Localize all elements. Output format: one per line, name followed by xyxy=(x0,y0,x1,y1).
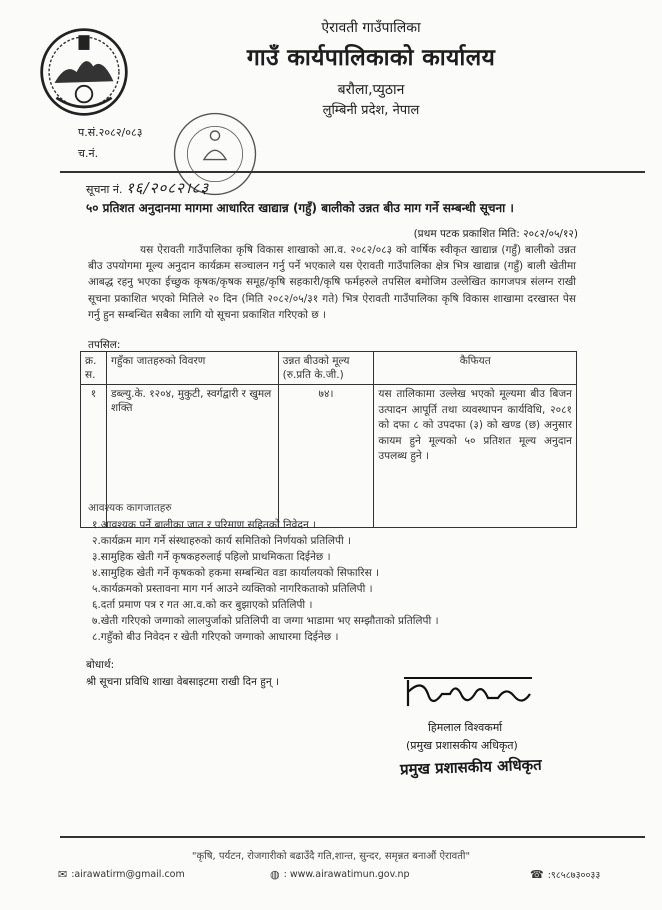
office-title: गाउँ कार्यपालिकाको कार्यालय xyxy=(246,45,496,71)
list-item: ८.गहुँको बीउ निवेदन र खेती गरिएको जग्गाको आधारमा दिईनेछ । xyxy=(92,631,339,643)
col-header-price: उन्नत बीउको मूल्य (रु.प्रति के.जी.) xyxy=(278,352,374,385)
notice-body: यस ऐरावती गाउँपालिका कृषि विकास शाखाको आ.व. २०८२/०८३ को वार्षिक स्वीकृत खाद्यान्न (गहुँ) बालीको उन्नत बीउ उपयोगमा मूल्य अनुदान कार्यक्रम सञ्चालन गर्नु पर्ने भएकाले यस ऐरावती गाउँपालिका क्षेत्र भित्र खाद्यान्न (गहुँ) बाली खेतीमा आबद्ध रहनु भएका ईच्छुक कृषक/कृषक समूह/कृषि सहकारी/कृषि फर्महरुले तपसिल बमोजिम उल्लेखित कागजपत्र संलग्न राखी सूचना प्रकाशित भएको मितिले २० दिन (मिति २०८२/०५/३१ गते) भित्र ऐरावती गाउँपालिका कृषि विकास शाखामा दरखास्त पेस गर्नु हुन सम्बन्धित सबैका लागि यो सूचना प्रकाशित गरिएको छ । xyxy=(88,244,576,321)
footer-website xyxy=(270,868,410,881)
footer-email xyxy=(58,868,185,881)
cell-remark: यस तालिकामा उल्लेख भएको मूल्यमा बीउ बिजन उत्पादन आपूर्ति तथा व्यवस्थापन कार्यविधि, २०८१ को दफा ८ को उपदफा (३) को खण्ड (छ) अनुसार कायम हुने मूल्यको ५० प्रतिशत मूल्य अनुदान उपलब्ध हुने । xyxy=(374,385,577,528)
list-item: १.आवश्यक पर्ने बालीका जात र परिमाण सहितको निवेदन । xyxy=(92,519,317,531)
cell-variety: डब्ल्यु.के. १२०४, मुकुटी, स्वर्गद्वारी र खुमल शक्ति xyxy=(106,385,278,528)
footer-phone xyxy=(530,868,600,881)
info-text: श्री सूचना प्रविधि शाखा वेबसाइटमा राखी दिन हुन् । xyxy=(86,676,279,688)
mail-icon: ✉ xyxy=(58,868,68,881)
header-divider xyxy=(60,171,645,173)
reference-number: प.सं.२०८२/०८३ xyxy=(78,126,143,139)
handwritten-signature xyxy=(398,672,538,718)
documents-heading: आवश्यक कागजातहरु xyxy=(88,502,172,514)
col-header-variety: गहुँका जातहरुको विवरण xyxy=(106,352,278,385)
dispatch-number: च.नं. xyxy=(78,147,99,160)
col-header-remark: कैफियत xyxy=(374,352,577,385)
list-item: २.कार्यक्रम माग गर्ने संस्थाहरुको कार्य समितिको निर्णयको प्रतिलिपी । xyxy=(92,535,352,547)
designation-stamp: प्रमुख प्रशासकीय अधिकृत xyxy=(399,755,543,779)
notice-number-value: १६/२०८२।८३ xyxy=(125,179,210,197)
globe-icon: ◍ xyxy=(270,868,280,881)
tapasil-label: तपसिल: xyxy=(88,339,121,351)
list-item: ६.दर्ता प्रमाण पत्र र गत आ.व.को कर बुझाएको प्रतिलिपी । xyxy=(92,599,313,611)
first-published-date: (प्रथम पटक प्रकाशित मिति: २०८२/०५/१२) xyxy=(413,228,578,240)
notice-number xyxy=(86,178,209,198)
email-address[interactable]: :airawatirm@gmail.com xyxy=(71,869,185,880)
list-item: ७.खेती गरिएको जग्गाको लालपुर्जाको प्रतिलिपी वा जग्गा भाडामा भए सम्झौताको प्रतिलिपी । xyxy=(92,615,439,627)
phone-icon: ☎ xyxy=(530,868,544,881)
office-name: ऐरावती गाउँपालिका xyxy=(321,20,421,36)
notice-subject: ५० प्रतिशत अनुदानमा मागमा आधारित खाद्यान्न (गहुँ) बालीको उन्नत बीउ माग गर्ने सम्बन्धी सूचना । xyxy=(86,201,514,215)
footer-divider xyxy=(60,836,645,838)
notice-number-label: सूचना नं. xyxy=(86,183,123,196)
phone-number: :९८५८७३००३३ xyxy=(547,870,601,881)
cell-price: ७४। xyxy=(278,385,374,528)
footer-slogan: "कृषि, पर्यटन, रोजगारीको बढाउँदै गति,शान्त, सुन्दर, समृन्नत बनाऔं ऐरावती" xyxy=(191,851,471,862)
signatory-title: (प्रमुख प्रशासकीय अधिकृत) xyxy=(406,739,518,752)
signatory-name: हिमलाल विश्वकर्मा xyxy=(428,721,503,734)
list-item: ४.सामुहिक खेती गर्ने कृषकको हकमा सम्बन्धित वडा कार्यालयको सिफारिस । xyxy=(92,567,380,579)
list-item: ५.कार्यक्रमको प्रस्तावना माग गर्न आउने व्यक्तिको नागरिकताको प्रतिलिपी । xyxy=(92,583,373,595)
address-line2: लुम्बिनी प्रदेश, नेपाल xyxy=(322,103,420,118)
info-heading: बोधार्थ: xyxy=(86,659,115,671)
website-url[interactable]: : www.airawatimun.gov.np xyxy=(283,869,410,880)
documents-list xyxy=(92,517,439,645)
col-header-sn: क्र. स. xyxy=(81,352,107,385)
cell-sn: १ xyxy=(81,385,107,528)
table-header-row xyxy=(81,352,577,385)
list-item: ३.सामुहिक खेती गर्ने कृषकहरुलाई पहिलो प्राथमिकता दिईनेछ । xyxy=(92,551,331,563)
address-line1: बरौला,प्युठान xyxy=(337,82,405,98)
